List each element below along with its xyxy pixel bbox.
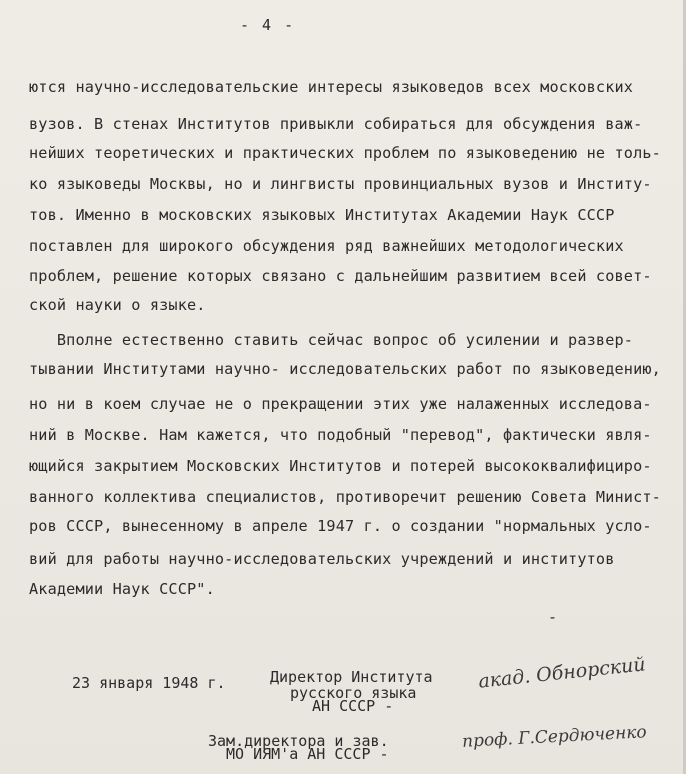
- margin-dash: -: [548, 608, 558, 626]
- text-line: ющийся закрытием Московских Институтов и потерей высококвалифициро-: [29, 457, 652, 475]
- handwritten-signature: акад. Обнорский: [477, 653, 647, 693]
- text-line: тывании Институтами научно- исследовательских работ по языковедению,: [29, 360, 661, 378]
- signatory-title: Директор Института: [270, 668, 433, 686]
- text-line: тов. Именно в московских языковых Институтах Академии Наук СССР: [29, 206, 615, 224]
- text-line: поставлен для широкого обсуждения ряд важнейших методологических: [29, 237, 624, 255]
- signatory-title: Зам.директора и зав.: [208, 732, 389, 750]
- text-line: ванного коллектива специалистов, противоречит решению Совета Минист-: [29, 488, 661, 506]
- signatory-title: АН СССР -: [312, 697, 394, 715]
- text-line: ров СССР, вынесенному в апреле 1947 г. о создании "нормальных усло-: [29, 517, 652, 535]
- text-line: вий для работы научно-исследовательских учреждений и институтов: [29, 550, 615, 568]
- text-line: ются научно-исследовательские интересы языковедов всех московских: [29, 78, 634, 96]
- text-line: проблем, решение которых связано с дальнейшим развитием всей совет-: [29, 267, 652, 285]
- text-line: ко языковеды Москвы, но и лингвисты провинциальных вузов и Институ-: [29, 175, 652, 193]
- text-line: ской науки о языке.: [29, 296, 206, 314]
- document-date: 23 января 1948 г.: [72, 674, 226, 692]
- page-number: - 4 -: [240, 16, 296, 34]
- handwritten-signature: проф. Г.Сердюченко: [461, 722, 648, 752]
- signatory-title: русского языка: [290, 684, 417, 702]
- text-line: нейших теоретических и практических проблем по языковедению не толь-: [29, 144, 661, 162]
- text-line: вузов. В стенах Институтов привыкли собираться для обсуждения важ-: [29, 115, 643, 133]
- text-line: Академии Наук СССР".: [29, 580, 215, 598]
- signatory-title: МО ИЯМ'а АН СССР -: [226, 745, 389, 763]
- text-line: ний в Москве. Нам кажется, что подобный "перевод", фактически явля-: [29, 426, 652, 444]
- text-line: но ни в коем случае не о прекращении этих уже налаженных исследова-: [29, 395, 652, 413]
- text-line: Вполне естественно ставить сейчас вопрос об усилении и развер-: [29, 331, 634, 349]
